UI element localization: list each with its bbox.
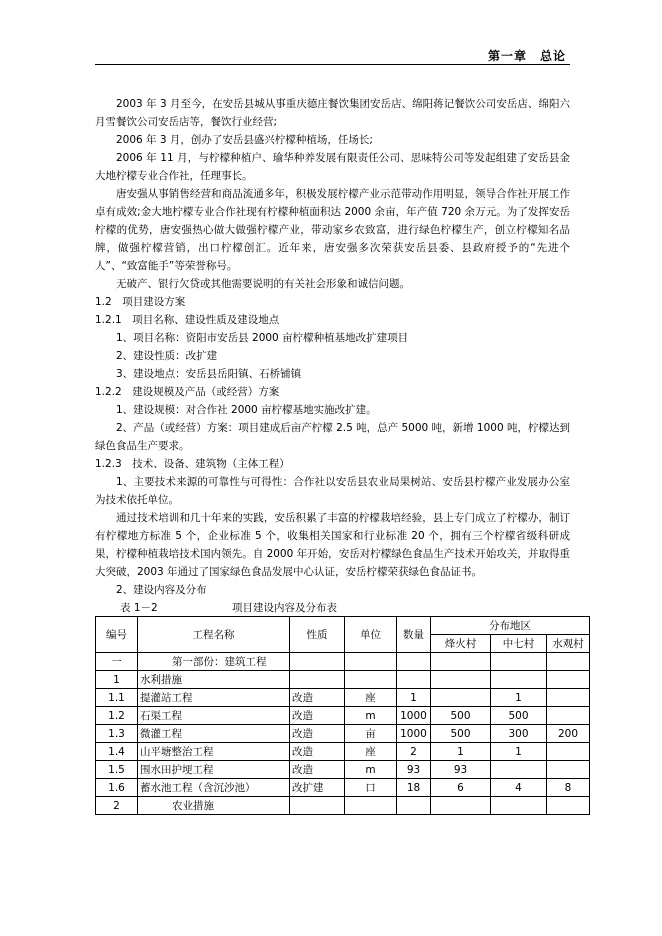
cell-village-1 <box>431 671 491 689</box>
cell-village-1: 6 <box>431 779 491 797</box>
list-item: 2、建设性质：改扩建 <box>116 350 218 362</box>
cell-qty: 1000 <box>397 725 431 743</box>
paragraph: 唐安强从事销售经营和商品流通多年，积极发展柠檬产业示范带动作用明显，领导合作社开展工作卓有成效;金大地柠檬专业合作社现有柠檬种植面积达 2000 余亩，年产值 720 余万元。为了发挥安岳柠檬的优势，唐安强热心做大做强柠檬产业，带动家乡农致富，进行绿色柠檬生产，创立柠檬知名品牌，做强柠檬营销，出口柠檬创汇。近年来，唐安强多次荣获安岳县委、县政府授予的“先进个人”、“致富能手”等荣誉称号。 <box>95 188 570 272</box>
cell-unit: 座 <box>345 689 397 707</box>
header-village-2: 中七村 <box>491 635 547 653</box>
list-item: 3、建设地点：安岳县岳阳镇、石桥铺镇 <box>116 368 302 380</box>
table-number: 表 1－2 <box>120 602 158 614</box>
header-qty: 数量 <box>397 617 431 653</box>
cell-qty <box>397 797 431 815</box>
table-body <box>96 653 590 815</box>
document-body <box>95 95 570 599</box>
table-row <box>96 743 590 761</box>
cell-unit <box>345 653 397 671</box>
cell-name: 第一部份：建筑工程 <box>138 653 290 671</box>
cell-nature: 改造 <box>290 761 345 779</box>
header-village-1: 烽火村 <box>431 635 491 653</box>
cell-village-3 <box>547 743 590 761</box>
cell-name: 石渠工程 <box>138 707 290 725</box>
table-row <box>96 725 590 743</box>
list-item: 2、产品（或经营）方案：项目建成后亩产柠檬 2.5 吨，总产 5000 吨，新增 1000 吨，柠檬达到绿色食品生产要求。 <box>95 422 570 452</box>
cell-village-2: 300 <box>491 725 547 743</box>
cell-village-3 <box>547 671 590 689</box>
cell-village-1 <box>431 689 491 707</box>
cell-village-1: 93 <box>431 761 491 779</box>
cell-unit: m <box>345 707 397 725</box>
cell-no: 1.2 <box>96 707 138 725</box>
header-distribution: 分布地区 <box>431 617 590 635</box>
cell-village-3 <box>547 761 590 779</box>
cell-village-2: 500 <box>491 707 547 725</box>
cell-unit <box>345 797 397 815</box>
cell-name: 农业措施 <box>138 797 290 815</box>
table-row <box>96 707 590 725</box>
construction-table <box>95 616 590 815</box>
cell-nature <box>290 797 345 815</box>
table-caption <box>120 600 560 616</box>
cell-name: 蓄水池工程（含沉沙池） <box>138 779 290 797</box>
header-unit: 单位 <box>345 617 397 653</box>
table-row <box>96 689 590 707</box>
cell-village-2: 4 <box>491 779 547 797</box>
cell-no: 1.1 <box>96 689 138 707</box>
cell-no: 1.3 <box>96 725 138 743</box>
paragraph: 通过技术培训和几十年来的实践，安岳积累了丰富的柠檬栽培经验，县上专门成立了柠檬办，制订有柠檬地方标准 5 个，企业标准 5 个，收集相关国家和行业标准 20 个，拥有三个柠檬省级科研成果，柠檬种植栽培技术国内领先。自 2000 年开始，安岳对柠檬绿色食品生产技术开始攻关，并取得重大突破，2003 年通过了国家绿色食品发展中心认证，安岳柠檬荣获绿色食品证书。 <box>95 512 570 578</box>
cell-unit: m <box>345 761 397 779</box>
cell-village-1 <box>431 797 491 815</box>
cell-nature: 改扩建 <box>290 779 345 797</box>
list-item: 1、项目名称：资阳市安岳县 2000 亩柠檬种植基地改扩建项目 <box>116 332 409 344</box>
cell-village-3 <box>547 707 590 725</box>
cell-qty: 93 <box>397 761 431 779</box>
cell-village-2 <box>491 671 547 689</box>
cell-village-2 <box>491 653 547 671</box>
subsection-heading: 1.2.2 建设规模及产品（或经营）方案 <box>95 386 280 398</box>
cell-village-2 <box>491 761 547 779</box>
cell-village-3: 8 <box>547 779 590 797</box>
cell-nature: 改造 <box>290 725 345 743</box>
chapter-title: 第一章 总论 <box>487 49 566 63</box>
cell-village-3 <box>547 689 590 707</box>
header-no: 编号 <box>96 617 138 653</box>
cell-nature: 改造 <box>290 743 345 761</box>
cell-nature <box>290 671 345 689</box>
cell-no: 1 <box>96 671 138 689</box>
cell-name: 山平塘整治工程 <box>138 743 290 761</box>
subsection-heading: 1.2.3 技术、设备、建筑物（主体工程） <box>95 458 290 470</box>
list-item: 2、建设内容及分布 <box>116 584 207 596</box>
page-header <box>95 44 570 65</box>
cell-unit: 座 <box>345 743 397 761</box>
cell-qty: 2 <box>397 743 431 761</box>
cell-village-3 <box>547 653 590 671</box>
cell-unit <box>345 671 397 689</box>
cell-name: 提灌站工程 <box>138 689 290 707</box>
cell-village-1: 1 <box>431 743 491 761</box>
cell-village-2: 1 <box>491 743 547 761</box>
header-name: 工程名称 <box>138 617 290 653</box>
table-row <box>96 671 590 689</box>
cell-no: 1.6 <box>96 779 138 797</box>
cell-name: 微灌工程 <box>138 725 290 743</box>
cell-village-1: 500 <box>431 725 491 743</box>
cell-village-2: 1 <box>491 689 547 707</box>
cell-nature: 改造 <box>290 707 345 725</box>
cell-qty <box>397 653 431 671</box>
cell-village-3 <box>547 797 590 815</box>
header-village-3: 水观村 <box>547 635 590 653</box>
cell-nature <box>290 653 345 671</box>
paragraph: 无破产、银行欠贷或其他需要说明的有关社会形象和诚信问题。 <box>116 278 410 290</box>
cell-name: 水利措施 <box>138 671 290 689</box>
header-nature: 性质 <box>290 617 345 653</box>
cell-no: 2 <box>96 797 138 815</box>
list-item: 1、建设规模：对合作社 2000 亩柠檬基地实施改扩建。 <box>116 404 377 416</box>
cell-qty <box>397 671 431 689</box>
cell-no: 1.4 <box>96 743 138 761</box>
cell-village-3: 200 <box>547 725 590 743</box>
cell-unit: 口 <box>345 779 397 797</box>
table-row <box>96 779 590 797</box>
cell-unit: 亩 <box>345 725 397 743</box>
table-row <box>96 761 590 779</box>
paragraph: 2006 年 11 月，与柠檬种植户、瑜华种养发展有限责任公司、思味特公司等发起组建了安岳县金大地柠檬专业合作社，任理事长。 <box>95 152 570 182</box>
cell-qty: 1 <box>397 689 431 707</box>
paragraph: 2006 年 3 月，创办了安岳县盛兴柠檬种植场，任场长; <box>116 134 373 146</box>
cell-name: 围水田护埂工程 <box>138 761 290 779</box>
table-row <box>96 653 590 671</box>
cell-village-2 <box>491 797 547 815</box>
table-title: 项目建设内容及分布表 <box>232 602 337 614</box>
cell-village-1: 500 <box>431 707 491 725</box>
cell-village-1 <box>431 653 491 671</box>
cell-qty: 18 <box>397 779 431 797</box>
section-heading: 1.2 项目建设方案 <box>95 296 186 308</box>
paragraph: 2003 年 3 月至今，在安岳县城从事重庆德庄餐饮集团安岳店、绵阳蒋记餐饮公司安岳店、绵阳六月雪餐饮公司安岳店等，餐饮行业经营; <box>95 98 570 128</box>
cell-qty: 1000 <box>397 707 431 725</box>
table-row <box>96 797 590 815</box>
subsection-heading: 1.2.1 项目名称、建设性质及建设地点 <box>95 314 280 326</box>
cell-no: 一 <box>96 653 138 671</box>
cell-no: 1.5 <box>96 761 138 779</box>
list-item: 1、主要技术来源的可靠性与可得性：合作社以安岳县农业局果树站、安岳县柠檬产业发展办公室为技术依托单位。 <box>95 476 570 506</box>
cell-nature: 改造 <box>290 689 345 707</box>
